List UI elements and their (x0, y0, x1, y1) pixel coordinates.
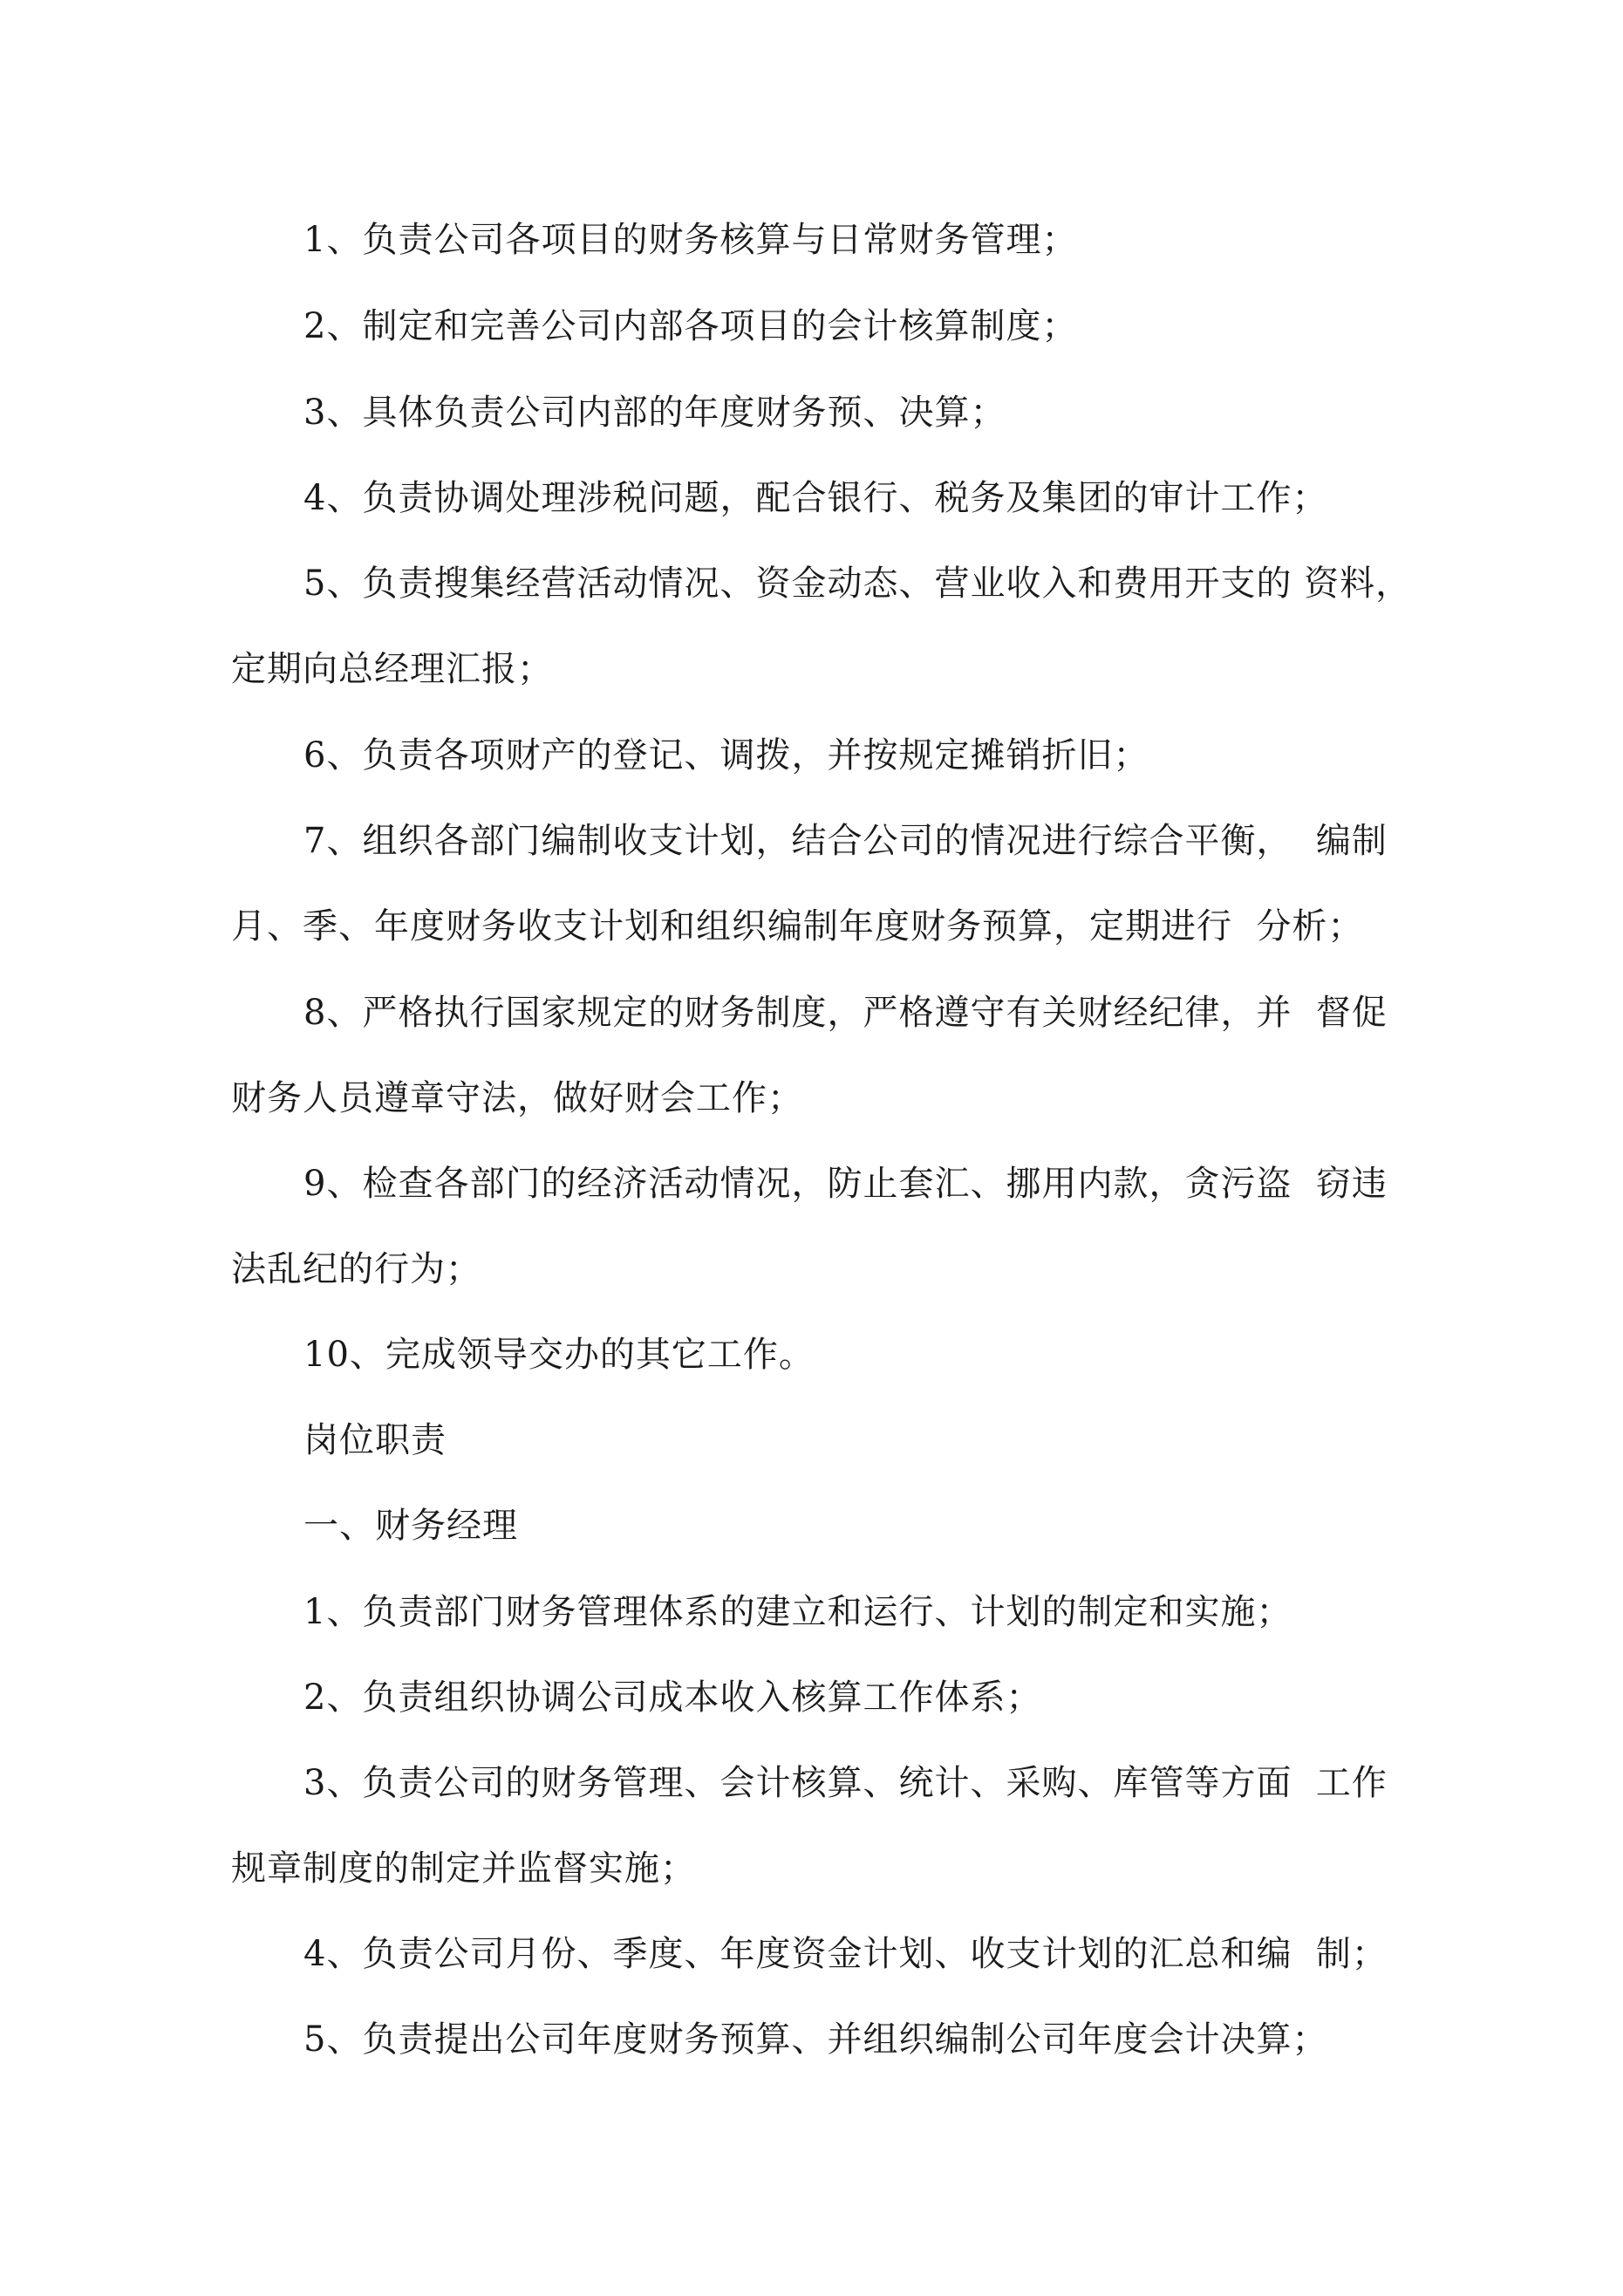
text-line: 法乱纪的行为； (231, 1249, 481, 1289)
text-line: 3、负责公司的财务管理、会计核算、统计、采购、库管等方面 工作 (303, 1763, 1388, 1803)
text-line: 8、严格执行国家规定的财务制度，严格遵守有关财经纪律，并 督促 (303, 993, 1388, 1033)
text-line: 5、负责提出公司年度财务预算、并组织编制公司年度会计决算； (303, 2019, 1328, 2060)
text-line: 1、负责公司各项目的财务核算与日常财务管理； (303, 220, 1078, 260)
text-line: 规章制度的制定并监督实施； (231, 1848, 696, 1889)
text-line: 2、负责组织协调公司成本收入核算工作体系； (303, 1678, 1042, 1718)
section-heading: 岗位职责 (303, 1420, 447, 1460)
text-line: 10、完成领导交办的其它工作。 (303, 1335, 815, 1375)
text-line: 4、负责公司月份、季度、年度资金计划、收支计划的汇总和编 制； (303, 1934, 1388, 1974)
text-line: 9、检查各部门的经济活动情况，防止套汇、挪用内款，贪污盗 窃违 (303, 1164, 1388, 1204)
text-line: 1、负责部门财务管理体系的建立和运行、计划的制定和实施； (303, 1592, 1292, 1632)
text-line: 月、季、年度财务收支计划和组织编制年度财务预算，定期进行 分析； (231, 906, 1364, 946)
text-line: 2、制定和完善公司内部各项目的会计核算制度； (303, 306, 1078, 346)
text-line: 财务人员遵章守法，做好财会工作； (231, 1078, 803, 1118)
text-line: 定期向总经理汇报； (231, 649, 553, 689)
text-line: 3、具体负责公司内部的年度财务预、决算； (303, 393, 1006, 433)
subsection-heading: 一、财务经理 (303, 1506, 518, 1546)
text-line: 6、负责各项财产的登记、调拨，并按规定摊销折旧； (303, 735, 1149, 776)
text-line: 5、负责搜集经营活动情况、资金动态、营业收入和费用开支的 资料， (303, 564, 1412, 604)
text-line: 4、负责协调处理涉税问题，配合银行、税务及集团的审计工作； (303, 478, 1328, 518)
text-line: 7、组织各部门编制收支计划，结合公司的情况进行综合平衡， 编制 (303, 821, 1388, 861)
